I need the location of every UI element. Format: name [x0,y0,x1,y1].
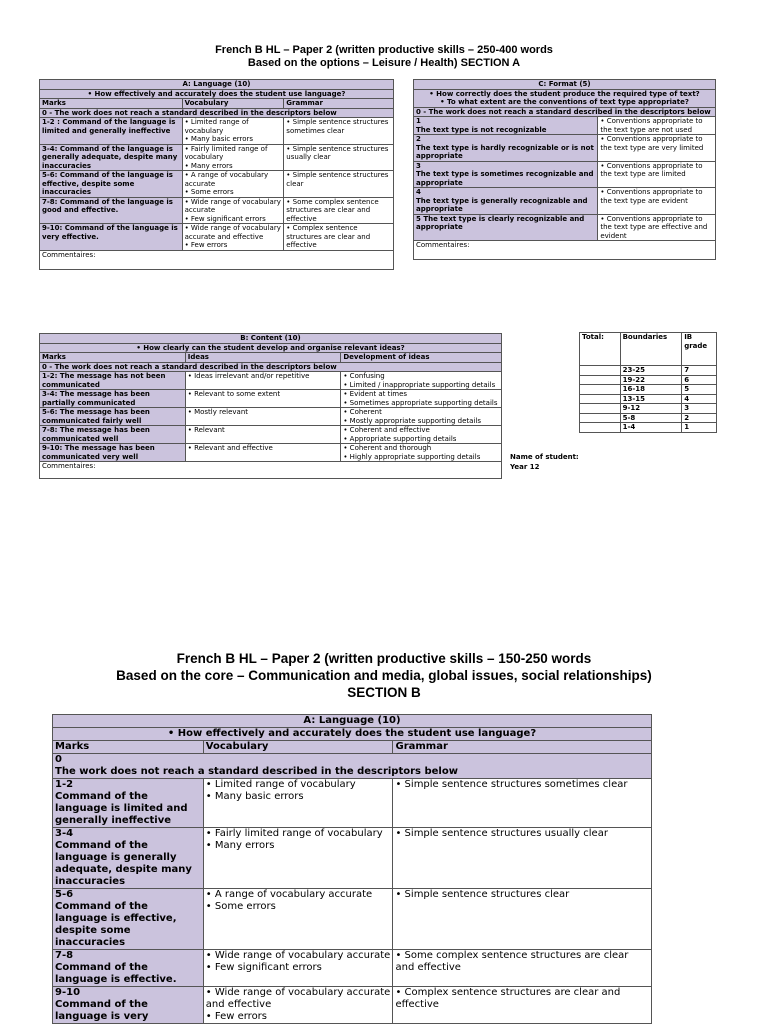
ideas-cell: • Mostly relevant [185,408,341,426]
comments-box[interactable]: Commentaires: [40,250,394,269]
col-header-vocabulary: Vocabulary [203,741,393,754]
language-rubric-question: • How effectively and accurately does the student use language? [40,89,394,99]
col-header-boundaries: Boundaries [620,333,682,366]
table-row [40,444,502,462]
vocab-cell: • Fairly limited range of vocabulary • Many errors [203,828,393,889]
ideas-cell: • Ideas irrelevant and/or repetitive [185,372,341,390]
grammar-cell: • Simple sentence structures sometimes clear [393,779,652,828]
table-row [40,390,502,408]
table-row [414,117,716,135]
conventions-cell: • Conventions appropriate to the text type are very limited [598,135,716,162]
grammar-cell: • Simple sentence structures usually clear [284,144,394,171]
format-level-cell: 4 The text type is generally recognizable and appropriate [414,188,598,215]
grammar-cell: • Simple sentence structures usually clear [393,828,652,889]
marks-cell: 1-2 : Command of the language is limited and generally ineffective [40,118,183,145]
table-row [40,372,502,390]
grammar-cell: • Simple sentence structures sometimes clear [284,118,394,145]
format-rubric-title: C: Format (5) [414,80,716,90]
content-rubric-title: B: Content (10) [40,334,502,344]
marks-cell: 7-8: Command of the language is good and effective. [40,197,183,224]
col-header-development: Development of ideas [341,353,502,363]
section-a-title-line2: Based on the options – Leisure / Health) SECTION A [247,57,521,69]
marks-cell: 9-10: Command of the language is very effective. [40,224,183,251]
grammar-cell: • Complex sentence structures are clear and effective [284,224,394,251]
col-header-marks: Marks [40,99,183,109]
grammar-cell: • Some complex sentence structures are clear and effective [284,197,394,224]
vocab-cell: • A range of vocabulary accurate • Some errors [203,889,393,950]
section-b-title-line3: SECTION B [347,685,421,700]
table-row [53,779,652,828]
marks-cell: 7-8 Command of the language is effective. [53,950,204,987]
table-row [40,224,394,251]
table-row [40,197,394,224]
table-row: 9-12 3 [580,404,717,414]
format-level-cell: 2 The text type is hardly recognizable or is not appropriate [414,135,598,162]
development-cell: • Evident at times • Sometimes appropriate supporting details [341,390,502,408]
col-header-ideas: Ideas [185,353,341,363]
language-rubric-title: A: Language (10) [53,715,652,728]
table-row [40,426,502,444]
conventions-cell: • Conventions appropriate to the text type are not used [598,117,716,135]
marks-cell: 1-2 Command of the language is limited and generally ineffective [53,779,204,828]
section-b-title-line2: Based on the core – Communication and media, global issues, social relationships) [116,668,652,683]
language-rubric-table-a [39,79,394,270]
comments-box[interactable]: Commentaires: [40,462,502,479]
grammar-cell: • Simple sentence structures clear [284,171,394,198]
marks-cell: 3-4 Command of the language is generally adequate, despite many inaccuracies [53,828,204,889]
development-cell: • Confusing • Limited / inappropriate supporting details [341,372,502,390]
marks-cell: 3-4: Command of the language is generally adequate, despite many inaccuracies [40,144,183,171]
format-rubric-table [413,79,716,260]
student-name-label: Name of student: [510,453,579,461]
vocab-cell: • Limited range of vocabulary • Many basic errors [203,779,393,828]
marks-cell: 9-10 Command of the language is very [53,987,204,1024]
marks-cell: 9-10: The message has been communicated very well [40,444,186,462]
marks-cell: 5-6: Command of the language is effective, despite some inaccuracies [40,171,183,198]
table-row: 23-25 7 [580,366,717,376]
zero-descriptor: 0 - The work does not reach a standard described in the descriptors below [40,362,502,372]
grammar-cell: • Complex sentence structures are clear and effective [393,987,652,1024]
table-row: 5-8 2 [580,413,717,423]
col-header-marks: Marks [53,741,204,754]
comments-box[interactable]: Commentaires: [414,241,716,260]
col-header-vocabulary: Vocabulary [182,99,284,109]
vocab-cell: • Wide range of vocabulary accurate and effective • Few errors [203,987,393,1024]
table-row: 19-22 6 [580,375,717,385]
content-rubric-table [39,333,502,479]
marks-cell: 3-4: The message has been partially communicated [40,390,186,408]
col-header-marks: Marks [40,353,186,363]
table-row [414,161,716,188]
zero-descriptor: 0 - The work does not reach a standard described in the descriptors below [40,108,394,118]
table-row [53,889,652,950]
table-row [53,828,652,889]
zero-descriptor: 0 The work does not reach a standard described in the descriptors below [53,754,652,779]
vocab-cell: • Limited range of vocabulary • Many basic errors [182,118,284,145]
development-cell: • Coherent and thorough • Highly appropriate supporting details [341,444,502,462]
year-label: Year 12 [510,463,540,471]
marks-cell: 1-2: The message has not been communicated [40,372,186,390]
col-header-grammar: Grammar [284,99,394,109]
table-row [53,987,652,1024]
marks-cell: 7-8: The message has been communicated well [40,426,186,444]
development-cell: • Coherent and effective • Appropriate supporting details [341,426,502,444]
language-rubric-table-b [52,714,652,1024]
vocab-cell: • A range of vocabulary accurate • Some errors [182,171,284,198]
col-header-grammar: Grammar [393,741,652,754]
format-level-cell: 5 The text type is clearly recognizable and appropriate [414,214,598,241]
table-row [40,144,394,171]
table-row [40,118,394,145]
table-row [414,188,716,215]
language-rubric-question: • How effectively and accurately does the student use language? [53,728,652,741]
vocab-cell: • Fairly limited range of vocabulary • Many errors [182,144,284,171]
table-row [40,171,394,198]
marks-cell: 5-6: The message has been communicated fairly well [40,408,186,426]
format-level-cell: 3 The text type is sometimes recognizable and appropriate [414,161,598,188]
ideas-cell: • Relevant [185,426,341,444]
zero-descriptor: 0 - The work does not reach a standard described in the descriptors below [414,107,716,117]
conventions-cell: • Conventions appropriate to the text type are effective and evident [598,214,716,241]
conventions-cell: • Conventions appropriate to the text type are evident [598,188,716,215]
table-row [40,408,502,426]
format-rubric-question: • How correctly does the student produce the required type of text? • To what extent are the conventions of text type appropriate? [414,89,716,107]
table-row [414,135,716,162]
col-header-ib-grade: IB grade [682,333,717,366]
table-row: 1-4 1 [580,423,717,433]
content-rubric-question: • How clearly can the student develop and organise relevant ideas? [40,343,502,353]
marks-cell: 5-6 Command of the language is effective, despite some inaccuracies [53,889,204,950]
vocab-cell: • Wide range of vocabulary accurate • Few significant errors [182,197,284,224]
table-row: 16-18 5 [580,385,717,395]
grammar-cell: • Simple sentence structures clear [393,889,652,950]
conventions-cell: • Conventions appropriate to the text type are limited [598,161,716,188]
section-a-title-line1: French B HL – Paper 2 (written productive skills – 250-400 words [215,44,553,56]
table-row: 13-15 4 [580,394,717,404]
ideas-cell: • Relevant to some extent [185,390,341,408]
grammar-cell: • Some complex sentence structures are clear and effective [393,950,652,987]
total-label: Total: [580,333,621,366]
ideas-cell: • Relevant and effective [185,444,341,462]
grade-boundaries-table [579,332,717,433]
language-rubric-title: A: Language (10) [40,80,394,90]
format-level-cell: 1 The text type is not recognizable [414,117,598,135]
vocab-cell: • Wide range of vocabulary accurate and effective • Few errors [182,224,284,251]
table-row [53,950,652,987]
section-b-title-line1: French B HL – Paper 2 (written productive skills – 150-250 words [176,651,592,666]
vocab-cell: • Wide range of vocabulary accurate • Few significant errors [203,950,393,987]
table-row [414,214,716,241]
development-cell: • Coherent • Mostly appropriate supporting details [341,408,502,426]
